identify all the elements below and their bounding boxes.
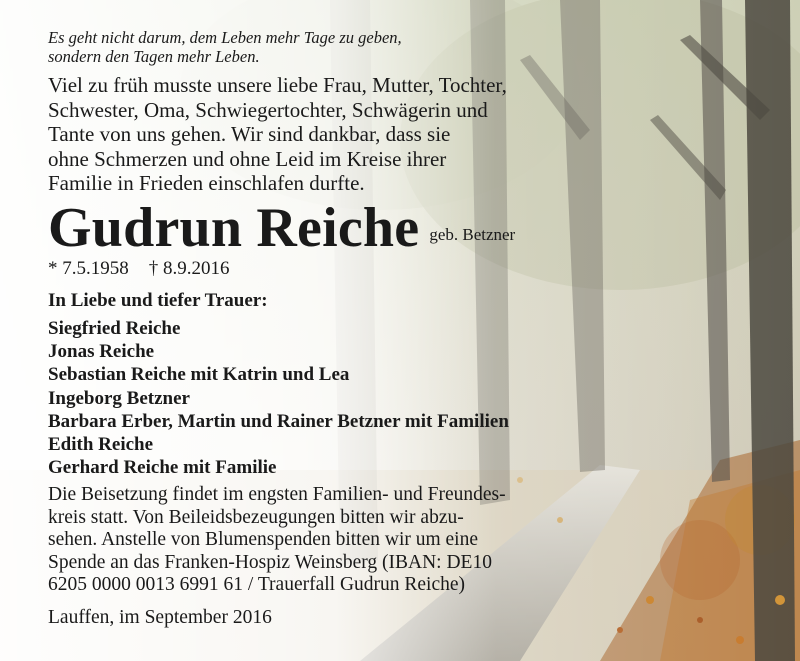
mourner-item: Gerhard Reiche mit Familie xyxy=(48,457,277,479)
birth-date: * 7.5.1958 xyxy=(48,258,129,279)
mourner-item: Jonas Reiche xyxy=(48,341,155,363)
deceased-name: Gudrun Reiche xyxy=(48,197,420,259)
mourner-item: Edith Reiche xyxy=(48,434,154,456)
maiden-name: geb. Betzner xyxy=(429,225,516,244)
death-date: † 8.9.2016 xyxy=(148,258,230,279)
life-dates xyxy=(48,258,230,280)
mourner-item: Ingeborg Betzner xyxy=(48,387,190,409)
mourner-item: Sebastian Reiche mit Katrin und Lea xyxy=(48,364,350,386)
motto-quote: Es geht nicht darum, dem Leben mehr Tage zu geben, sondern den Tagen mehr Leben. xyxy=(48,28,402,66)
mourner-item: Barbara Erber, Martin und Rainer Betzner mit Familien xyxy=(48,410,509,432)
deceased-name-line xyxy=(48,197,516,259)
mourner-item: Siegfried Reiche xyxy=(48,318,181,339)
mourners-heading: In Liebe und tiefer Trauer: xyxy=(48,290,268,311)
mourners-list xyxy=(48,317,509,479)
place-and-date: Lauffen, im September 2016 xyxy=(48,607,272,628)
intro-paragraph: Viel zu früh musste unsere liebe Frau, Mutter, Tochter, Schwester, Oma, Schwiegertochter, Schwägerin und Tante von uns gehen. Wir sind dankbar, dass sie ohne Schmerzen und ohne Leid im Kreise ihrer Familie in Frieden einschlafen durfte. xyxy=(48,73,507,195)
funeral-info-paragraph: Die Beisetzung findet im engsten Familien- und Freundes- kreis statt. Von Beileidsbezeugungen bitten wir abzu- sehen. Anstelle von Blumenspenden bitten wir um eine Spende an das Franken-Hospiz Weinsberg (IBAN: DE10 6205 0000 0013 6991 61 / Trauerfall Gudrun Reiche) xyxy=(48,484,506,595)
